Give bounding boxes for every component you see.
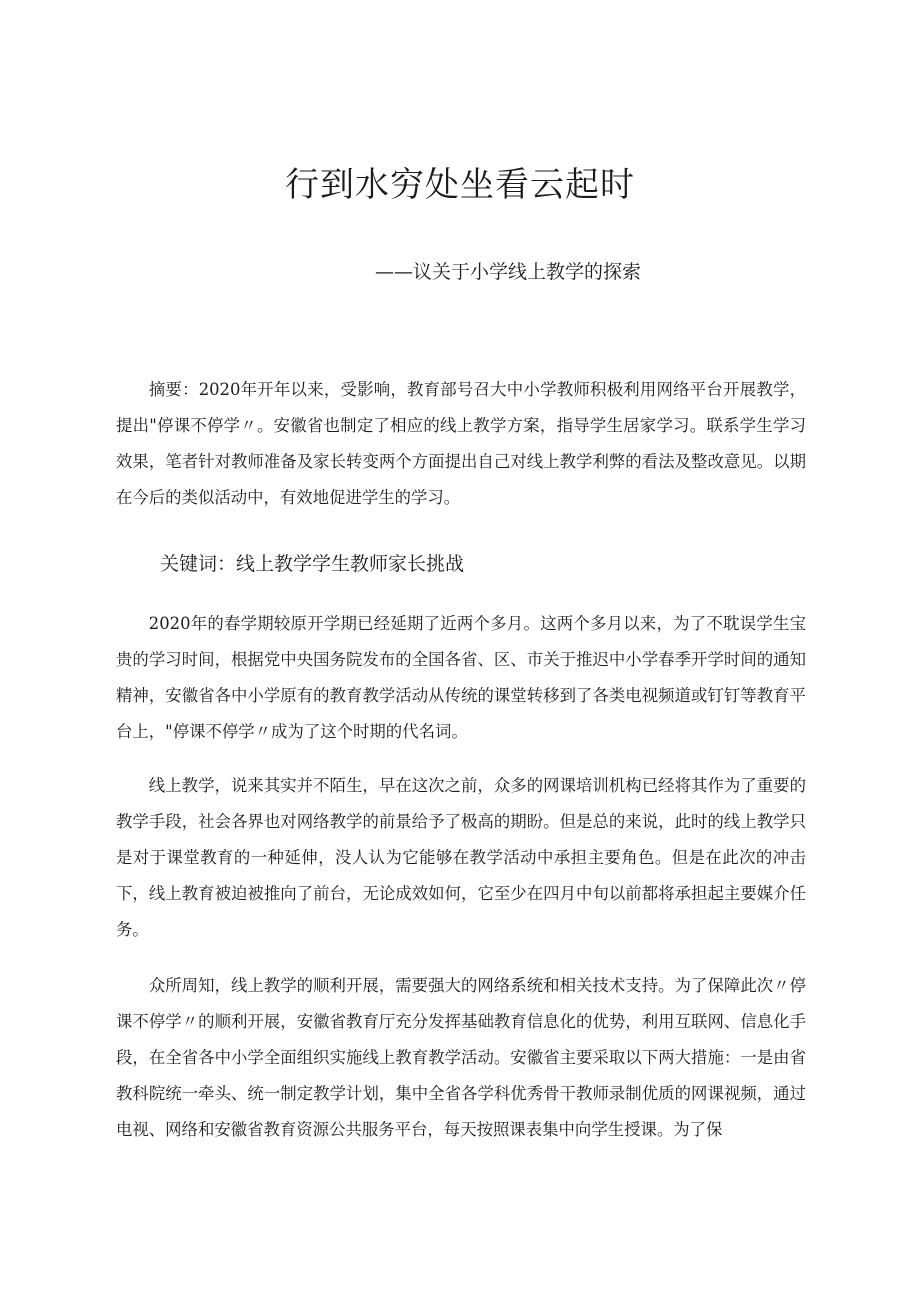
- abstract-paragraph: 摘要：2020年开年以来，受影响，教育部号召大中小学教师积极利用网络平台开展教学，提出"停课不停学〃。安徽省也制定了相应的线上教学方案，指导学生居家学习。联系学生学习效果，笔者针对教师准备及家长转变两个方面提出自己对线上教学利弊的看法及整改意见。以期在今后的类似活动中，有效地促进学生的学习。: [116, 380, 806, 507]
- document-title: 行到水穷处坐看云起时: [285, 165, 635, 205]
- document-subtitle: ——议关于小学线上教学的探索: [374, 261, 641, 283]
- body-paragraph-2: 线上教学，说来其实并不陌生，早在这次之前，众多的网课培训机构已经将其作为了重要的教学手段，社会各界也对网络教学的前景给予了极高的期盼。但是总的来说，此时的线上教学只是对于课堂教育的一种延伸，没人认为它能够在教学活动中承担主要角色。但是在此次的冲击下，线上教育被迫被推向了前台，无论成效如何，它至少在四月中旬以前都将承担起主要媒介任务。: [116, 776, 806, 939]
- body-paragraph-1: 2020年的春学期较原开学期已经延期了近两个多月。这两个多月以来，为了不耽误学生宝贵的学习时间，根据党中央国务院发布的全国各省、区、市关于推迟中小学春季开学时间的通知精神，安徽省各中小学原有的教育教学活动从传统的课堂转移到了各类电视频道或钉钉等教育平台上，"停课不停学〃成为了这个时期的代名词。: [116, 614, 806, 741]
- body-paragraph-3: 众所周知，线上教学的顺利开展，需要强大的网络系统和相关技术支持。为了保障此次〃停课不停学〃的顺利开展，安徽省教育厅充分发挥基础教育信息化的优势，利用互联网、信息化手段，在全省各中小学全面组织实施线上教育教学活动。安徽省主要采取以下两大措施：一是由省教科院统一牵头、统一制定教学计划，集中全省各学科优秀骨干教师录制优质的网课视频，通过电视、网络和安徽省教育资源公共服务平台，每天按照课表集中向学生授课。为了保: [116, 976, 806, 1139]
- keywords-line: 关键词：线上教学学生教师家长挑战: [160, 553, 465, 575]
